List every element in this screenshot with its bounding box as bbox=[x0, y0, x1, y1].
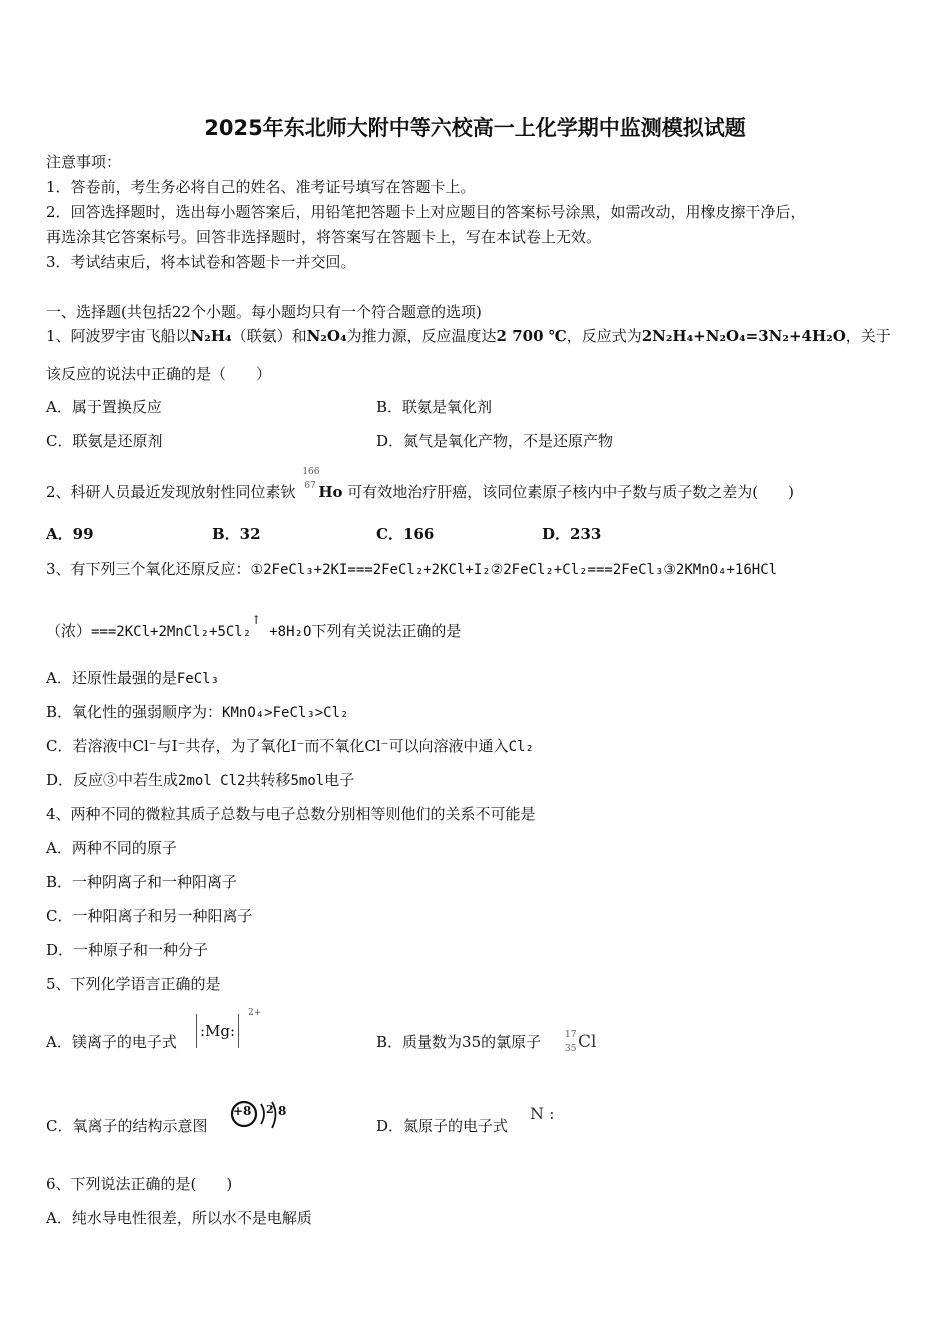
q5-option-a-text: A．镁离子的电子式 bbox=[46, 1033, 177, 1051]
notice-heading: 注意事项： bbox=[46, 153, 122, 171]
q1-option-d[interactable]: D．氮气是氧化产物，不是还原产物 bbox=[376, 432, 614, 450]
q1-text: ，反应式为 bbox=[566, 327, 642, 345]
question-2-stem bbox=[46, 467, 795, 508]
q3-option-c-text: C．若溶液中Cl⁻与I⁻共存，为了氧化I⁻而不氧化Cl⁻可以向溶液中通入 bbox=[46, 737, 509, 755]
q1-temperature: 2 700 ℃ bbox=[496, 327, 567, 345]
nitrogen-electron-formula: N : bbox=[530, 1104, 555, 1123]
oxygen-ion-structure-diagram bbox=[228, 1100, 290, 1136]
q1-option-b[interactable]: B．联氨是氧化剂 bbox=[376, 398, 493, 416]
mg-formula: :Mg: bbox=[200, 1022, 236, 1040]
question-3-stem bbox=[46, 559, 777, 580]
q2-isotope-numbers bbox=[300, 467, 320, 504]
question-4-stem: 4、两种不同的微粒其质子总数与电子总数分别相等则他们的关系不可能是 bbox=[46, 805, 536, 823]
q1-text: ，关于 bbox=[845, 327, 891, 345]
q1-text: 为推力源，反应温度达 bbox=[346, 327, 497, 345]
q3-text: 3、有下列三个氧化还原反应： bbox=[46, 560, 251, 578]
question-5-stem: 5、下列化学语言正确的是 bbox=[46, 975, 221, 993]
q3-option-a-text: A．还原性最强的是 bbox=[46, 669, 177, 687]
ion-charge: 2+ bbox=[248, 1008, 262, 1018]
cl-lower-number: 35 bbox=[565, 1044, 577, 1054]
q2-text: 2、科研人员最近发现放射性同位素钬 bbox=[46, 483, 296, 501]
gas-arrow-icon: ↑ bbox=[251, 613, 262, 627]
q2-element-symbol: Ho bbox=[318, 483, 343, 501]
question-1-stem bbox=[46, 326, 891, 346]
question-3-stem-line2 bbox=[46, 613, 462, 642]
q3-option-d-amount: 2mol Cl2 bbox=[178, 773, 246, 789]
q5-option-b-text: B．质量数为35的氯原子 bbox=[376, 1033, 542, 1051]
q5-option-c[interactable] bbox=[46, 1116, 207, 1136]
q3-option-d-text2: 共转移 bbox=[245, 771, 291, 789]
shell-2-electrons: 8 bbox=[278, 1104, 287, 1118]
question-6-stem: 6、下列说法正确的是( ) bbox=[46, 1175, 233, 1193]
q3-reaction-3: ===2KCl+2MnCl₂+5Cl₂ bbox=[91, 624, 252, 640]
q3-option-b[interactable] bbox=[46, 702, 348, 723]
chlorine-nuclide-symbol bbox=[562, 1030, 602, 1060]
q1-text: （联氨）和 bbox=[231, 327, 307, 345]
page-title: 2025年东北师大附中等六校高一上化学期中监测模拟试题 bbox=[204, 116, 746, 140]
q1-equation: 2N₂H₄+N₂O₄=3N₂+4H₂O bbox=[641, 327, 846, 345]
q5-option-d[interactable] bbox=[376, 1116, 508, 1136]
q2-option-a[interactable]: A．99 bbox=[46, 525, 94, 543]
question-1-stem-line2: 该反应的说法中正确的是（ ） bbox=[46, 365, 272, 383]
section-heading: 一、选择题(共包括22个小题。每小题均只有一个符合题意的选项) bbox=[46, 303, 482, 321]
nucleus-charge: +8 bbox=[233, 1104, 252, 1118]
q5-option-d-text: D．氮原子的电子式 bbox=[376, 1117, 509, 1135]
notice-item: 1．答卷前，考生务必将自己的姓名、准考证号填写在答题卡上。 bbox=[46, 178, 476, 196]
q4-option-b[interactable]: B．一种阴离子和一种阳离子 bbox=[46, 873, 238, 891]
cl-upper-number: 17 bbox=[565, 1030, 577, 1040]
q4-option-d[interactable]: D．一种原子和一种分子 bbox=[46, 941, 209, 959]
magnesium-ion-electron-formula bbox=[196, 1008, 262, 1048]
q2-option-b[interactable]: B．32 bbox=[212, 525, 261, 543]
q3-text: 下列有关说法正确的是 bbox=[311, 622, 462, 640]
q2-mass-number: 166 bbox=[302, 467, 320, 477]
q4-option-c[interactable]: C．一种阳离子和另一种阳离子 bbox=[46, 907, 253, 925]
q1-option-a[interactable]: A．属于置换反应 bbox=[46, 398, 162, 416]
notice-item: 2．回答选择题时，选出每小题答案后，用铅笔把答题卡上对应题目的答案标号涂黑，如需改动，用橡皮擦干净后， bbox=[46, 203, 806, 221]
q3-option-d[interactable] bbox=[46, 770, 354, 791]
cl-symbol: Cl bbox=[578, 1032, 597, 1052]
q3-water: +8H₂O bbox=[269, 624, 312, 640]
q2-atomic-number: 67 bbox=[304, 481, 316, 491]
q3-option-d-text3: 电子 bbox=[324, 771, 355, 789]
q5-option-c-text: C．氧离子的结构示意图 bbox=[46, 1117, 208, 1135]
q1-formula-n2h4: N₂H₄ bbox=[190, 327, 232, 345]
q3-option-c[interactable] bbox=[46, 736, 534, 757]
q3-text: （浓） bbox=[46, 622, 92, 640]
shell-1-electrons: 2 bbox=[266, 1103, 274, 1116]
q3-option-a[interactable] bbox=[46, 668, 219, 689]
q1-text: 1、阿波罗宇宙飞船以 bbox=[46, 327, 191, 345]
q4-option-a[interactable]: A．两种不同的原子 bbox=[46, 839, 177, 857]
q1-option-c[interactable]: C．联氨是还原剂 bbox=[46, 432, 163, 450]
q5-option-a[interactable] bbox=[46, 1032, 177, 1052]
q1-formula-n2o4: N₂O₄ bbox=[306, 327, 347, 345]
notice-item: 再选涂其它答案标号。回答非选择题时，将答案写在答题卡上，写在本试卷上无效。 bbox=[46, 228, 602, 246]
q2-text: 可有效地治疗肝癌，该同位素原子核内中子数与质子数之差为( ) bbox=[347, 483, 795, 501]
q2-option-c[interactable]: C．166 bbox=[376, 525, 435, 543]
q3-option-d-moles: 5mol bbox=[290, 773, 325, 789]
q3-option-c-formula: Cl₂ bbox=[508, 739, 534, 755]
q3-option-b-text: B．氧化性的强弱顺序为： bbox=[46, 703, 223, 721]
ion-bracket bbox=[196, 1014, 239, 1048]
q2-option-d[interactable]: D．233 bbox=[542, 525, 602, 543]
q3-reactions: ①2FeCl₃+2KI===2FeCl₂+2KCl+I₂②2FeCl₂+Cl₂===2FeCl₃③2KMnO₄+16HCl bbox=[250, 562, 778, 578]
q3-option-d-text: D．反应③中若生成 bbox=[46, 771, 179, 789]
q6-option-a[interactable]: A．纯水导电性很差，所以水不是电解质 bbox=[46, 1209, 312, 1227]
q3-option-a-formula: FeCl₃ bbox=[176, 671, 219, 687]
q5-option-b[interactable] bbox=[376, 1032, 541, 1052]
q3-option-b-formula: KMnO₄>FeCl₃>Cl₂ bbox=[222, 705, 349, 721]
notice-item: 3．考试结束后，将本试卷和答题卡一并交回。 bbox=[46, 253, 356, 271]
